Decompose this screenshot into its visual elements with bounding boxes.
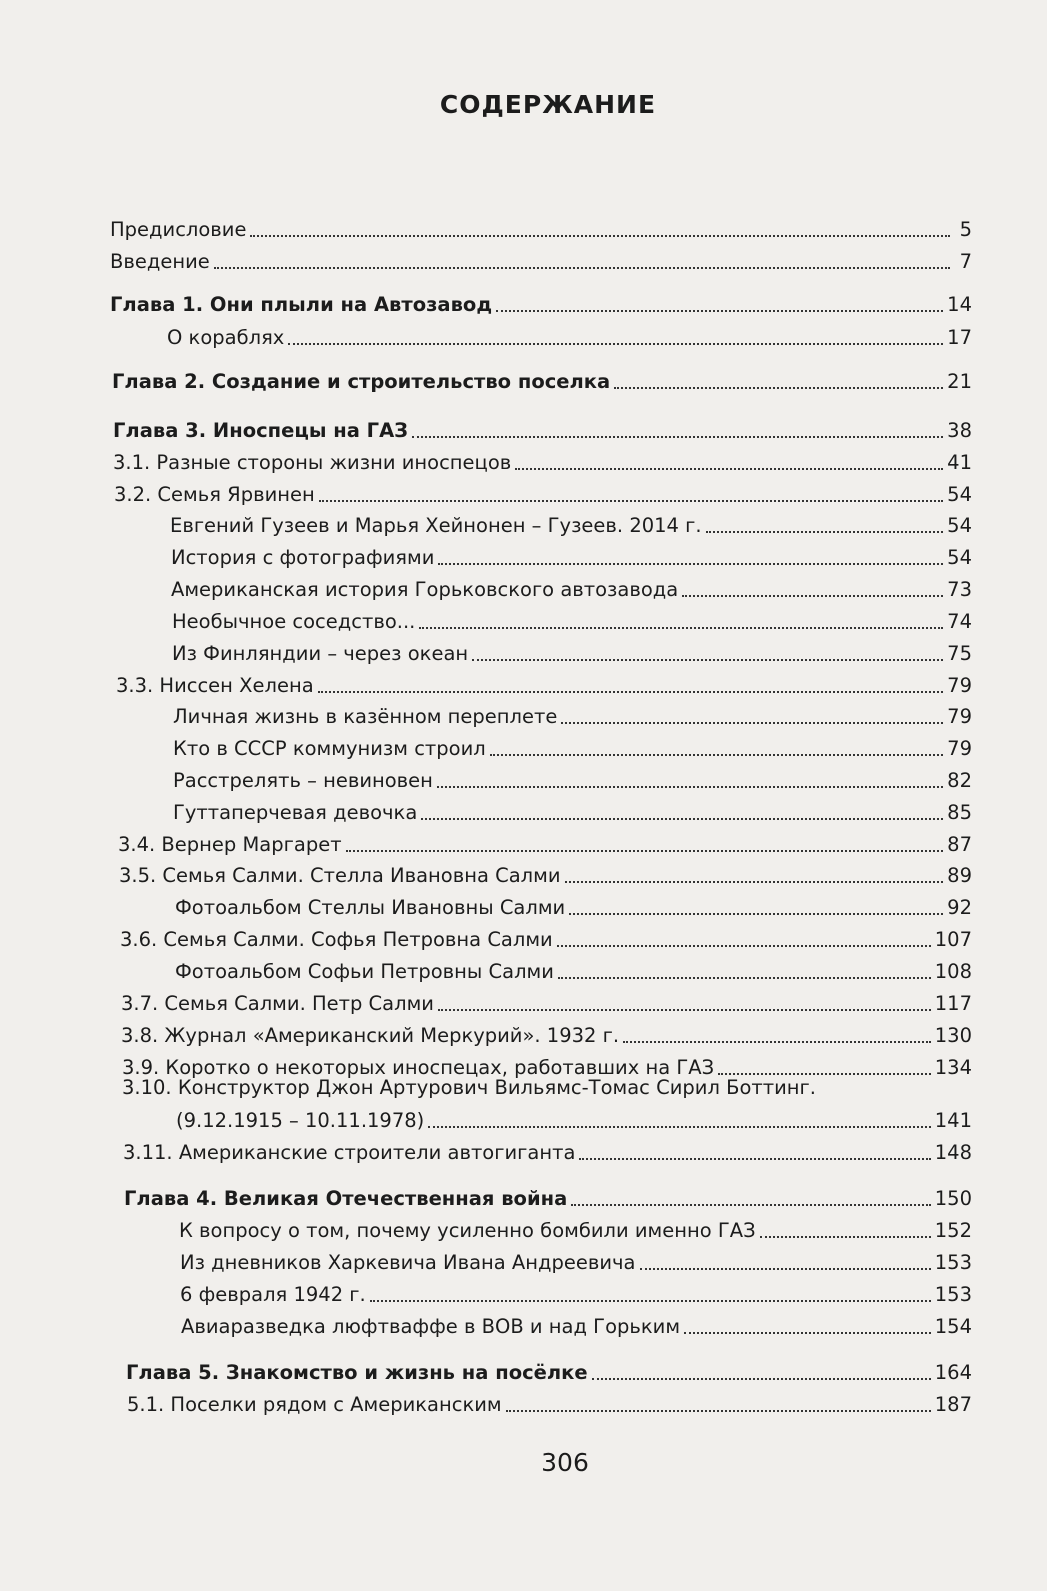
dot-leader	[438, 1009, 931, 1011]
dot-leader	[419, 627, 943, 629]
toc-entry-page: 107	[934, 928, 972, 951]
dot-leader	[437, 786, 943, 788]
dot-leader	[557, 945, 931, 947]
dot-leader	[706, 531, 944, 533]
dot-leader	[214, 267, 950, 269]
toc-entry	[170, 508, 972, 538]
toc-entry	[120, 922, 972, 952]
toc-entry	[173, 731, 972, 761]
dot-leader	[682, 595, 943, 597]
dot-leader	[569, 913, 943, 915]
toc-entry-page: 164	[934, 1361, 972, 1384]
toc-entry	[119, 858, 972, 888]
toc-entry-title: Глава 5. Знакомство и жизнь на посёлке	[126, 1361, 588, 1384]
toc-entry-title: Евгений Гузеев и Марья Хейнонен – Гузеев. 2014 г.	[170, 514, 702, 537]
toc-entry-title: 3.8. Журнал «Американский Меркурий». 1932 г.	[121, 1024, 620, 1047]
toc-entry-page: 154	[934, 1315, 972, 1338]
dot-leader	[318, 691, 944, 693]
toc-entry-title: 3.11. Американские строители автогиганта	[123, 1141, 576, 1164]
toc-entry-page: 5	[959, 218, 972, 241]
toc-entry-title: 6 февраля 1942 г.	[180, 1283, 366, 1306]
toc-entry-title: Необычное соседство...	[172, 610, 416, 633]
toc-entry-page: 134	[934, 1056, 972, 1079]
toc-entry-page: 148	[934, 1141, 972, 1164]
toc-entry	[173, 763, 972, 793]
dot-leader	[412, 436, 943, 438]
toc-entry-page: 79	[947, 674, 972, 697]
toc-entry-page: 17	[947, 326, 972, 349]
dot-leader	[319, 500, 943, 502]
toc-entry-title: Из Финляндии – через океан	[172, 642, 469, 665]
dot-leader	[558, 977, 931, 979]
dot-leader	[718, 1073, 931, 1075]
toc-entry-page: 79	[947, 737, 972, 760]
dot-leader	[288, 343, 943, 345]
toc-entry-page: 89	[947, 864, 972, 887]
toc-entry-title: 3.6. Семья Салми. Софья Петровна Салми	[120, 928, 553, 951]
toc-entry-chapter	[110, 287, 972, 317]
toc-entry	[172, 636, 972, 666]
toc-entry-page: 54	[947, 546, 972, 569]
dot-leader	[496, 310, 943, 312]
toc-entry-title: Введение	[110, 250, 210, 273]
dot-leader	[561, 722, 943, 724]
toc-entry-title: Фотоальбом Стеллы Ивановны Салми	[175, 896, 566, 919]
toc-entry-page: 41	[947, 451, 972, 474]
toc-entry-title: 3.7. Семья Салми. Петр Салми	[121, 992, 434, 1015]
toc-entry	[180, 1277, 972, 1307]
toc-entry	[113, 445, 972, 475]
dot-leader	[370, 1300, 931, 1302]
toc-entry-page: 14	[947, 293, 972, 316]
toc-entry-title: 5.1. Поселки рядом с Американским	[127, 1393, 502, 1416]
toc-entry-title: Расстрелять – невиновен	[173, 769, 433, 792]
toc-entry-title: (9.12.1915 – 10.11.1978)	[176, 1109, 425, 1132]
toc-entry-page: 74	[947, 610, 972, 633]
toc-entry-title: Глава 4. Великая Отечественная война	[124, 1187, 568, 1210]
toc-entry	[176, 1103, 972, 1133]
toc-entry	[173, 699, 972, 729]
toc-entry-page: 92	[947, 896, 972, 919]
dot-leader	[684, 1332, 931, 1334]
toc-entry-page: 150	[934, 1187, 972, 1210]
toc-entry	[110, 244, 972, 274]
toc-entry-chapter	[124, 1181, 972, 1211]
toc-entry	[175, 954, 972, 984]
dot-leader	[428, 1126, 931, 1128]
toc-entry-page: 130	[934, 1024, 972, 1047]
toc-entry-title: К вопросу о том, почему усиленно бомбили именно ГАЗ	[179, 1219, 756, 1242]
toc-entry	[173, 795, 972, 825]
dot-leader	[438, 563, 943, 565]
toc-entry-title: Предисловие	[110, 218, 247, 241]
toc-entry-page: 75	[947, 642, 972, 665]
toc-entry-title: Американская история Горьковского автозавода	[171, 578, 679, 601]
toc-entry-page: 141	[934, 1109, 972, 1132]
dot-leader	[579, 1158, 930, 1160]
toc-entry-title: Авиаразведка люфтваффе в ВОВ и над Горьким	[181, 1315, 681, 1338]
toc-entry-title: Кто в СССР коммунизм строил	[173, 737, 486, 760]
dot-leader	[760, 1236, 931, 1238]
toc-entry	[167, 320, 972, 350]
toc-entry	[172, 604, 972, 634]
dot-leader	[250, 235, 950, 237]
toc-entry-page: 108	[934, 960, 972, 983]
dot-leader	[421, 818, 943, 820]
dot-leader	[346, 850, 944, 852]
dot-leader	[515, 468, 943, 470]
toc-entry-page: 152	[934, 1219, 972, 1242]
toc-entry	[110, 212, 972, 242]
toc-entry-title: Личная жизнь в казённом переплете	[173, 705, 558, 728]
toc-entry-page: 187	[934, 1393, 972, 1416]
dot-leader	[614, 387, 943, 389]
page-title: СОДЕРЖАНИЕ	[439, 90, 657, 119]
toc-entry-page: 153	[934, 1283, 972, 1306]
toc-entry	[121, 986, 972, 1016]
toc-entry	[180, 1245, 972, 1275]
toc-entry-page: 85	[947, 801, 972, 824]
toc-entry-title: 3.3. Ниссен Хелена	[116, 674, 314, 697]
toc-entry	[171, 572, 972, 602]
toc-entry	[116, 668, 972, 698]
toc-entry-title: 3.9. Коротко о некоторых иноспецах, работавших на ГАЗ	[122, 1056, 715, 1079]
dot-leader	[592, 1378, 931, 1380]
toc-entry-page: 54	[947, 514, 972, 537]
toc-entry-page: 79	[947, 705, 972, 728]
toc-entry-title: Глава 1. Они плыли на Автозавод	[110, 293, 493, 316]
toc-entry	[121, 1018, 972, 1048]
toc-entry-chapter	[126, 1355, 972, 1385]
toc-entry-title: Гуттаперчевая девочка	[173, 801, 418, 824]
toc-entry-title: 3.2. Семья Ярвинен	[114, 483, 315, 506]
toc-entry-title: 3.4. Вернер Маргарет	[118, 833, 342, 856]
toc-entry-chapter	[112, 364, 972, 394]
dot-leader	[640, 1268, 931, 1270]
toc-entry-page: 21	[947, 370, 972, 393]
toc-entry-title: История с фотографиями	[171, 546, 435, 569]
toc-entry-title: Глава 3. Иноспецы на ГАЗ	[113, 419, 409, 442]
toc-entry-title: Фотоальбом Софьи Петровны Салми	[175, 960, 554, 983]
toc-entry-title: 3.5. Семья Салми. Стелла Ивановна Салми	[119, 864, 561, 887]
toc-entry	[171, 540, 972, 570]
toc-entry	[114, 477, 972, 507]
toc-entry-page: 82	[947, 769, 972, 792]
page-number: 306	[541, 1448, 589, 1477]
toc-entry-page: 153	[934, 1251, 972, 1274]
toc-entry-page: 7	[959, 250, 972, 273]
toc-entry	[123, 1135, 972, 1165]
toc-entry-page: 38	[947, 419, 972, 442]
dot-leader	[565, 881, 944, 883]
toc-entry-chapter	[113, 413, 972, 443]
toc-entry-title: О кораблях	[167, 326, 285, 349]
toc-entry	[179, 1213, 972, 1243]
toc-entry-title: Глава 2. Создание и строительство поселка	[112, 370, 611, 393]
dot-leader	[472, 659, 943, 661]
dot-leader	[623, 1041, 931, 1043]
toc-entry-page: 117	[934, 992, 972, 1015]
toc-entry-page: 87	[947, 833, 972, 856]
toc-entry-title: Из дневников Харкевича Ивана Андреевича	[180, 1251, 636, 1274]
toc-entry-page: 54	[947, 483, 972, 506]
toc-entry-page: 73	[947, 578, 972, 601]
dot-leader	[571, 1204, 931, 1206]
toc-entry	[127, 1387, 972, 1417]
toc-entry	[118, 827, 972, 857]
dot-leader	[490, 754, 943, 756]
toc-entry	[175, 890, 972, 920]
toc-entry-title-line1: 3.10. Конструктор Джон Артурович Вильямс-Томас Сирил Боттинг.	[122, 1076, 816, 1099]
toc-entry-title: 3.1. Разные стороны жизни иноспецов	[113, 451, 512, 474]
toc-entry	[181, 1309, 972, 1339]
dot-leader	[506, 1410, 931, 1412]
